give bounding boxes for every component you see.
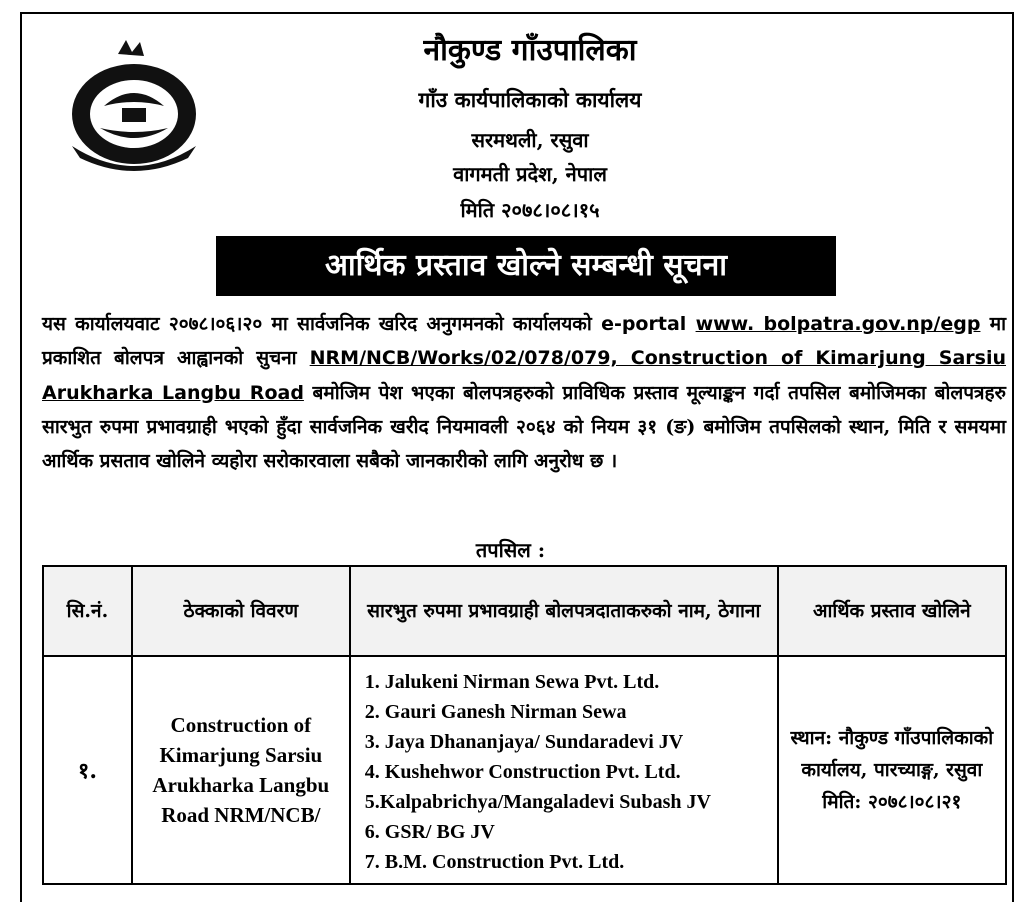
schedule-table (42, 565, 1007, 885)
table-header-row (43, 566, 1006, 656)
cell-contract: Construction of Kimarjung Sarsiu Arukharka Langbu Road NRM/NCB/ (132, 656, 350, 884)
opening-date: मिति: २०७८।०८।२१ (822, 791, 962, 813)
list-item: 7. B.M. Construction Pvt. Ltd. (364, 851, 625, 873)
cell-bidders (350, 656, 778, 884)
notice-title: आर्थिक प्रस्ताव खोल्ने सम्बन्धी सूचना (216, 236, 836, 296)
cell-opening (778, 656, 1006, 884)
header-bidders: सारभुत रुपमा प्रभावग्राही बोलपत्रदाताकरुको नाम, ठेगाना (350, 566, 778, 656)
list-item: 2. Gauri Ganesh Nirman Sewa (364, 701, 627, 723)
body-text-part-3: बमोजिम पेश भएका बोलपत्रहरुको प्राविधिक प्रस्ताव मूल्याङ्कन गर्दा तपसिल बमोजिमका बोलपत्रहरु सारभुत रुपमा प्रभावग्राही भएको हुँदा सार्वजनिक खरीद नियमावली २०६४ को नियम ३१ (ङ) बमोजिम तपसिलको स्थान, मिति र समयमा आर्थिक प्रसताव खोलिने व्यहोरा सरोकारवाला सबैको जानकारीको लागि अनुरोध छ । (42, 381, 1006, 473)
list-item: 4. Kushehwor Construction Pvt. Ltd. (364, 761, 681, 783)
office-province: वागमती प्रदेश, नेपाल (453, 162, 607, 186)
opening-place: स्थान: नौकुण्ड गाँउपालिकाको कार्यालय, पारच्याङ्ग, रसुवा (790, 727, 994, 781)
tender-reference: NRM/NCB/Works/02/078/079, Construction of Kimarjung Sarsiu Arukharka Langbu Road (42, 347, 1007, 404)
office-name: नौकुण्ड गाँउपालिका (423, 33, 637, 68)
list-item: 3. Jaya Dhananjaya/ Sundaradevi JV (364, 731, 684, 753)
list-item: 6. GSR/ BG JV (364, 821, 495, 843)
header-opening: आर्थिक प्रस्ताव खोलिने (778, 566, 1006, 656)
list-item: 1. Jalukeni Nirman Sewa Pvt. Ltd. (364, 671, 660, 693)
office-subtitle: गाँउ कार्यपालिकाको कार्यालय (418, 87, 642, 112)
notice-date: मिति २०७८।०८।१५ (460, 198, 600, 222)
nepal-government-emblem-icon (52, 36, 212, 176)
portal-link[interactable]: www. bolpatra.gov.np/egp (695, 313, 981, 335)
body-text-part-1: यस कार्यालयवाट २०७८।०६।२० मा सार्वजनिक खरिद अनुगमनको कार्यालयको (42, 313, 602, 335)
notice-body (42, 307, 1006, 478)
cell-serial: १. (43, 656, 132, 884)
header-serial: सि.नं. (43, 566, 132, 656)
schedule-heading: तपसिल : (475, 538, 546, 562)
office-address: सरमथली, रसुवा (471, 128, 589, 152)
list-item: 5.Kalpabrichya/Mangaladevi Subash JV (364, 791, 711, 813)
eportal-label: e-portal (601, 313, 687, 335)
header-contract: ठेक्काको विवरण (132, 566, 350, 656)
body-text-part-2: मा प्रकाशित बोलपत्र आह्वानको सुचना (42, 313, 1007, 370)
table-row (43, 656, 1006, 884)
